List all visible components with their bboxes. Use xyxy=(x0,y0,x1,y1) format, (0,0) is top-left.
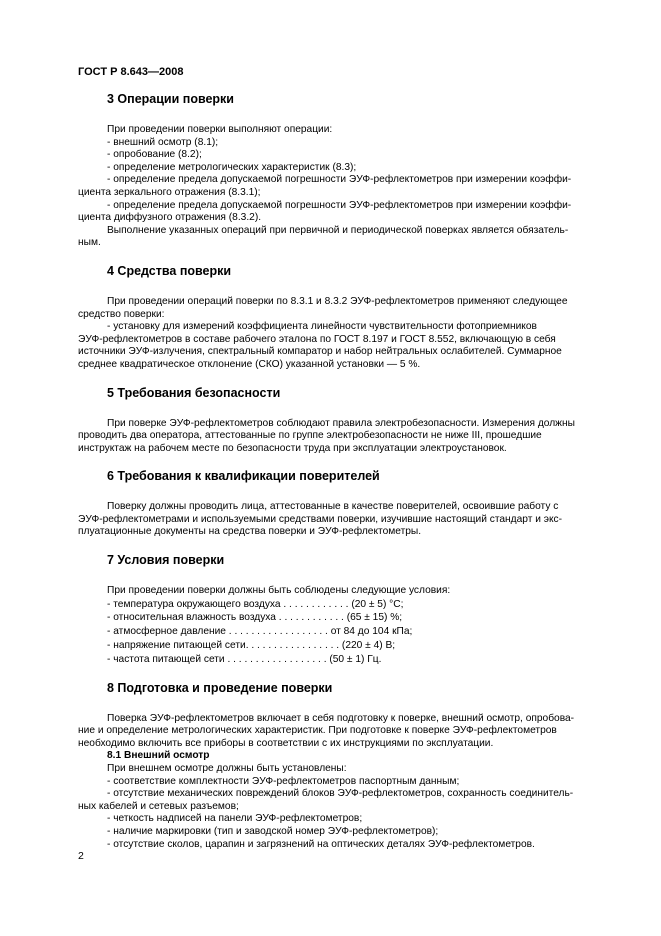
section-8 xyxy=(78,680,615,852)
section-6-text xyxy=(78,501,615,539)
text-line: ние и определение метрологических характеристик. При подготовке к поверке ЭУФ-рефлектометров xyxy=(78,725,557,737)
text-line: ЭУФ-рефлектометров в составе рабочего эталона по ГОСТ 8.197 и ГОСТ 8.552, включающую в себя xyxy=(78,333,556,345)
text-line: средство поверки: xyxy=(78,308,165,320)
text-line: - определение метрологических характеристик (8.3); xyxy=(107,161,357,173)
text-line: - определение предела допускаемой погрешности ЭУФ-рефлектометров при измерении коэффи- xyxy=(107,199,572,211)
text-line: - четкость надписей на панели ЭУФ-рефлектометров; xyxy=(107,813,363,825)
text-line: - опробование (8.2); xyxy=(107,149,202,161)
section-5-title: 5 Требования безопасности xyxy=(107,385,281,400)
text-line: - соответствие комплектности ЭУФ-рефлектометров паспортным данным; xyxy=(107,775,460,787)
text-line: ных кабелей и сетевых разъемов; xyxy=(78,800,239,812)
condition-item: - частота питающей сети . . . . . . . . . . . . . . . . . . (50 ± 1) Гц. xyxy=(107,653,382,665)
page-number: 2 xyxy=(78,850,84,862)
text-line: - установку для измерений коэффициента линейности чувствительности фотоприемников xyxy=(107,321,537,333)
subsection-8-1-title: 8.1 Внешний осмотр xyxy=(107,750,210,762)
section-6-title: 6 Требования к квалификации поверителей xyxy=(107,469,380,484)
text-line: При проведении поверки выполняют операции: xyxy=(107,124,333,135)
text-line: При проведении операций поверки по 8.3.1 и 8.3.2 ЭУФ-рефлектометров применяют следующее xyxy=(107,295,568,307)
text-line: - отсутствие сколов, царапин и загрязнений на оптических деталях ЭУФ-рефлектометров. xyxy=(107,838,535,850)
section-6 xyxy=(78,469,615,539)
section-5-text xyxy=(78,417,615,456)
section-7 xyxy=(107,553,615,667)
section-8-title: 8 Подготовка и проведение поверки xyxy=(107,680,333,695)
text-line: - отсутствие механических повреждений блоков ЭУФ-рефлектометров, сохранность соединитель- xyxy=(107,788,574,800)
section-4-text xyxy=(78,295,615,372)
condition-item: - напряжение питающей сети. . . . . . . . . . . . . . . . . (220 ± 4) В; xyxy=(107,640,396,652)
text-line: плуатационные документы на средства поверки и ЭУФ-рефлектометры. xyxy=(78,526,422,538)
text-line: циента диффузного отражения (8.3.2). xyxy=(78,212,262,224)
condition-item: - атмосферное давление . . . . . . . . . . . . . . . . . . от 84 до 104 кПа; xyxy=(107,626,413,638)
section-3-text xyxy=(78,124,615,250)
text-line: ЭУФ-рефлектометрами и используемыми средствами поверки, изучившие настоящий стандарт и экс- xyxy=(78,513,563,525)
condition-item: - температура окружающего воздуха . . . . . . . . . . . . (20 ± 5) °С; xyxy=(107,598,404,610)
text-line: необходимо включить все приборы в соответствии с их инструкциями по эксплуатации. xyxy=(78,737,494,749)
section-3 xyxy=(78,92,615,250)
condition-item: - относительная влажность воздуха . . . . . . . . . . . . (65 ± 15) %; xyxy=(107,612,403,624)
text-line: проводить два оператора, аттестованные по группе электробезопасности не ниже III, прошедшие xyxy=(78,430,542,442)
section-4-title: 4 Средства поверки xyxy=(107,263,232,278)
section-7-title: 7 Условия поверки xyxy=(107,553,225,568)
text-line: инструктаж на рабочем месте по безопасности труда при эксплуатации электроустановок. xyxy=(78,442,507,454)
text-line: При внешнем осмотре должны быть установлены: xyxy=(107,763,347,775)
text-line: Поверку должны проводить лица, аттестованные в качестве поверителей, освоившие работу с xyxy=(107,501,559,513)
text-line: ным. xyxy=(78,237,101,249)
section-3-title: 3 Операции поверки xyxy=(107,92,234,106)
text-line: источники ЭУФ-излучения, спектральный компаратор и набор нейтральных ослабителей. Суммарное xyxy=(78,346,562,358)
text-line: Поверка ЭУФ-рефлектометров включает в себя подготовку к поверке, внешний осмотр, опробова- xyxy=(107,712,575,724)
text-line: циента зеркального отражения (8.3.1); xyxy=(78,186,261,198)
text-line: При поверке ЭУФ-рефлектометров соблюдают правила электробезопасности. Измерения должны xyxy=(107,417,575,429)
document-header: ГОСТ Р 8.643—2008 xyxy=(78,66,184,78)
text-line: - определение предела допускаемой погрешности ЭУФ-рефлектометров при измерении коэффи- xyxy=(107,174,572,186)
document-body xyxy=(78,92,615,865)
text-line: - наличие маркировки (тип и заводской номер ЭУФ-рефлектометров); xyxy=(107,825,439,837)
section-5 xyxy=(78,385,615,456)
text-line: - внешний осмотр (8.1); xyxy=(107,136,219,148)
section-4 xyxy=(78,263,615,372)
conditions-intro: При проведении поверки должны быть соблюдены следующие условия: xyxy=(107,585,451,597)
text-line: среднее квадратическое отклонение (СКО) указанной установки — 5 %. xyxy=(78,358,421,370)
text-line: Выполнение указанных операций при первичной и периодической поверках является обязатель- xyxy=(107,224,569,236)
